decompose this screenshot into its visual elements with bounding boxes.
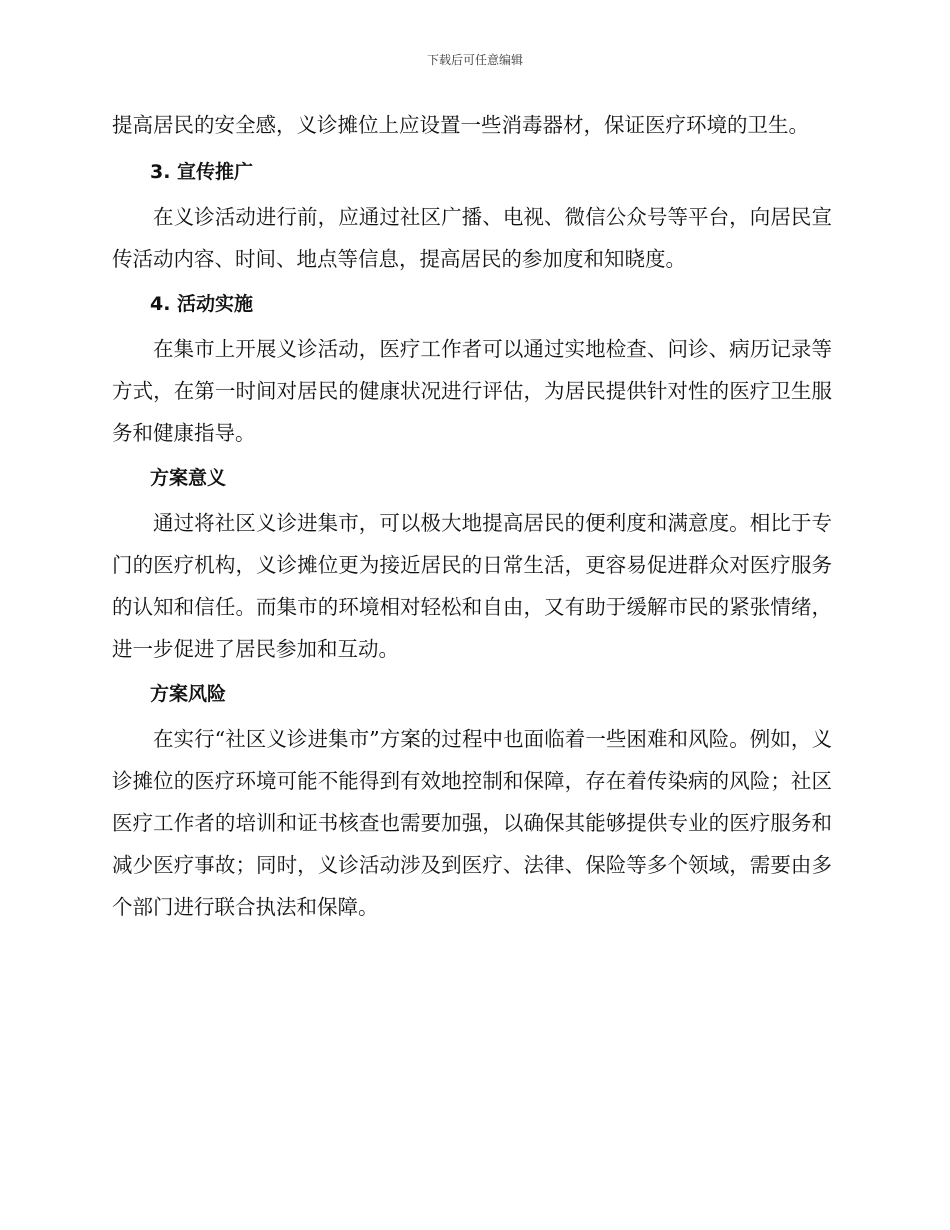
heading-significance: 方案意义 <box>150 467 227 489</box>
heading-implementation: 4. 活动实施 <box>150 293 254 315</box>
paragraph-implementation: 在集市上开展义诊活动，医疗工作者可以通过实地检查、问诊、病历记录等方式，在第一时间对居民的健康状况进行评估，为居民提供针对性的医疗卫生服务和健康指导。 <box>112 337 832 445</box>
heading-risks: 方案风险 <box>150 683 227 705</box>
paragraph-continuation: 提高居民的安全感，义诊摊位上应设置一些消毒器材，保证医疗环境的卫生。 <box>112 113 809 137</box>
paragraph-risks: 在实行“社区义诊进集市”方案的过程中也面临着一些困难和风险。例如，义诊摊位的医疗环境可能不能得到有效地控制和保障，存在着传染病的风险；社区医疗工作者的培训和证书核查也需要加强，以确保其能够提供专业的医疗服务和减少医疗事故；同时，义诊活动涉及到医疗、法律、保险等多个领域，需要由多个部门进行联合执法和保障。 <box>112 727 832 919</box>
paragraph-publicity: 在义诊活动进行前，应通过社区广播、电视、微信公众号等平台，向居民宣传活动内容、时间、地点等信息，提高居民的参加度和知晓度。 <box>112 205 832 271</box>
page-header: 下载后可任意编辑 <box>426 53 523 67</box>
paragraph-significance: 通过将社区义诊进集市，可以极大地提高居民的便利度和满意度。相比于专门的医疗机构，义诊摊位更为接近居民的日常生活，更容易促进群众对医疗服务的认知和信任。而集市的环境相对轻松和自由，又有助于缓解市民的紧张情绪，进一步促进了居民参加和互动。 <box>112 511 832 661</box>
heading-publicity: 3. 宣传推广 <box>150 161 254 183</box>
document-body <box>112 104 832 928</box>
